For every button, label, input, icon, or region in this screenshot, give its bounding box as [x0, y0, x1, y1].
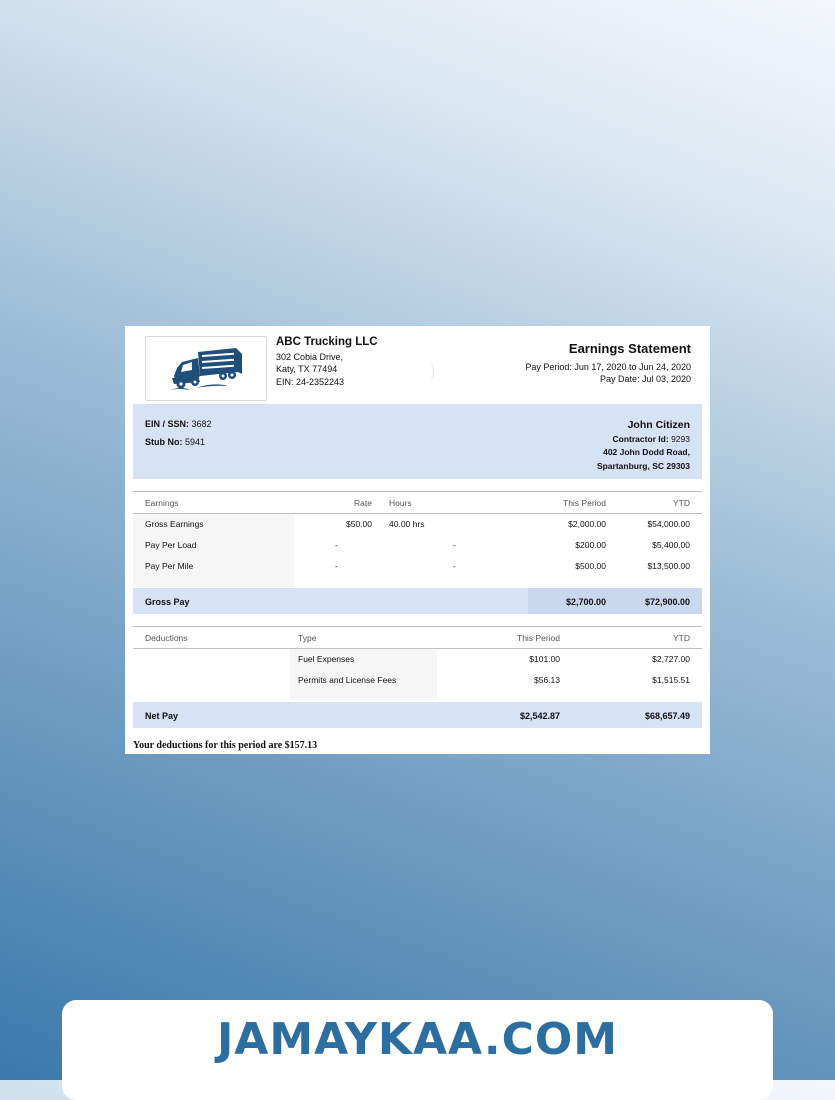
earning-label: Gross Earnings: [145, 519, 204, 529]
watermark-text: JAMAYKAA.COM: [216, 1014, 619, 1065]
hours-col-header: Hours: [389, 498, 412, 508]
company-address-line2: Katy, TX 77494: [276, 364, 338, 374]
earning-rate: -: [335, 540, 338, 550]
deduction-ytd: $1,515.51: [652, 675, 690, 685]
earning-ytd: $13,500.00: [647, 561, 690, 571]
ein-ssn-value: 3682: [191, 419, 212, 429]
earning-this-period: $2,000.00: [568, 519, 606, 529]
gross-pay-ytd: $72,900.00: [644, 597, 690, 607]
earnings-table: [133, 491, 702, 616]
earning-ytd: $54,000.00: [647, 519, 690, 529]
earning-ytd: $5,400.00: [652, 540, 690, 550]
stub-number-value: 5941: [185, 437, 206, 447]
this-period-col-header: This Period: [563, 498, 606, 508]
net-pay-label: Net Pay: [145, 711, 179, 721]
contractor-id: [597, 433, 690, 447]
employee-address-line2: Spartanburg, SC 29303: [596, 460, 690, 471]
statement-title: Earnings Statement: [568, 341, 691, 356]
earning-this-period: $500.00: [575, 561, 606, 571]
contractor-id-label: Contractor Id:: [612, 433, 669, 444]
statement-header: [525, 343, 691, 386]
earning-this-period: $200.00: [575, 540, 606, 550]
ytd-col-header: YTD: [673, 633, 690, 643]
net-pay-this-period: $2,542.87: [519, 711, 560, 721]
deduction-type: Fuel Expenses: [298, 654, 355, 664]
net-pay-ytd: $68,657.49: [644, 711, 690, 721]
rate-col-header: Rate: [354, 498, 372, 508]
ytd-col-header: YTD: [673, 498, 690, 508]
earning-label: Pay Per Load: [145, 540, 197, 550]
stub-number: [145, 433, 212, 451]
pay-period: Pay Period: Jun 17, 2020 to Jun 24, 2020: [525, 361, 691, 372]
deductions-note: Your deductions for this period are $157.13: [133, 740, 318, 751]
pay-date: Pay Date: Jul 03, 2020: [599, 374, 691, 384]
company-address-line1: 302 Cobia Drive,: [276, 351, 344, 362]
earning-rate: -: [335, 561, 338, 571]
company-logo: [145, 336, 267, 401]
earning-hours: -: [453, 561, 456, 571]
gross-pay-label: Gross Pay: [145, 597, 190, 607]
deductions-header-row: [133, 626, 702, 649]
employee-name: John Citizen: [627, 419, 690, 431]
truck-icon: [168, 346, 244, 392]
gross-pay-row: [133, 588, 702, 614]
this-period-col-header: This Period: [517, 633, 560, 643]
employee-info-panel: [133, 404, 702, 479]
ein-ssn: [145, 415, 212, 433]
company-info: [276, 336, 378, 388]
ein-ssn-label: EIN / SSN:: [145, 419, 190, 429]
company-name: ABC Trucking LLC: [276, 336, 378, 348]
earning-label: Pay Per Mile: [145, 561, 194, 571]
stub-number-label: Stub No:: [145, 437, 183, 447]
deductions-table: [133, 626, 702, 730]
deductions-col-header: Deductions: [145, 633, 188, 643]
loading-indicator: [423, 362, 434, 380]
company-ein: EIN: 24-2352243: [276, 376, 345, 387]
earnings-header-row: [133, 491, 702, 514]
net-pay-row: [133, 702, 702, 728]
contractor-id-value: 9293: [671, 433, 690, 444]
deduction-ytd: $2,727.00: [652, 654, 690, 664]
watermark-banner: [62, 1000, 773, 1100]
employee-address-line1: 402 John Dodd Road,: [603, 447, 690, 457]
earning-rate: $50.00: [346, 519, 372, 529]
earning-hours: 40.00 hrs: [389, 519, 425, 529]
gross-pay-this-period: $2,700.00: [565, 597, 606, 607]
pay-stub-document: [125, 326, 710, 754]
deduction-this-period: $101.00: [529, 654, 560, 664]
type-col-header: Type: [298, 633, 317, 643]
deduction-this-period: $56.13: [534, 675, 560, 685]
earnings-col-header: Earnings: [145, 498, 179, 508]
earning-hours: -: [453, 540, 456, 550]
deduction-type: Permits and License Fees: [298, 675, 397, 685]
